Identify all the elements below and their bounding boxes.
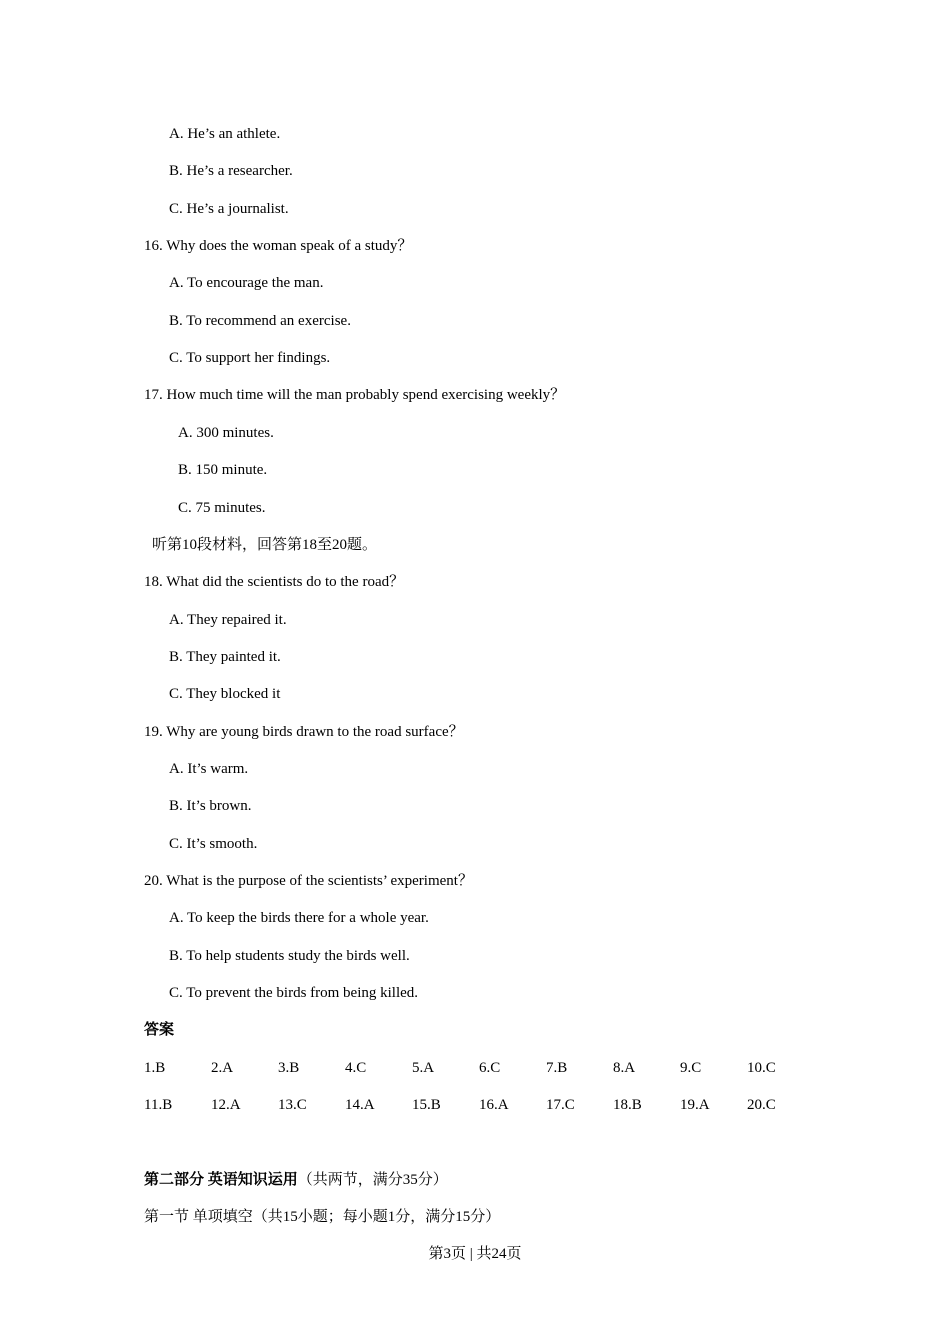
question-line: 16. Why does the woman speak of a study？ [144, 238, 413, 254]
answer-cell: 3.B [278, 1060, 300, 1076]
answer-cell: 17.C [546, 1097, 575, 1113]
option-line: A. It’s warm. [169, 761, 249, 777]
option-line: C. They blocked it [169, 686, 281, 702]
answer-cell: 13.C [278, 1097, 307, 1113]
answer-cell: 2.A [211, 1060, 234, 1076]
option-line: B. 150 minute. [178, 462, 268, 478]
option-line: C. To prevent the birds from being killed. [169, 985, 419, 1001]
answers-heading: 答案 [144, 1022, 175, 1038]
answer-cell: 14.A [345, 1097, 375, 1113]
answer-cell: 12.A [211, 1097, 241, 1113]
option-line: B. They painted it. [169, 649, 281, 665]
answer-cell: 18.B [613, 1097, 642, 1113]
answer-cell: 5.A [412, 1060, 435, 1076]
option-line: C. 75 minutes. [178, 500, 266, 516]
answer-cell: 1.B [144, 1060, 166, 1076]
answer-cell: 9.C [680, 1060, 702, 1076]
option-line: B. To help students study the birds well. [169, 948, 410, 964]
answer-cell: 7.B [546, 1060, 568, 1076]
answer-cell: 20.C [747, 1097, 776, 1113]
answer-cell: 16.A [479, 1097, 509, 1113]
answer-cell: 15.B [412, 1097, 441, 1113]
option-line: A. 300 minutes. [178, 425, 274, 441]
section1-title: 第一节 单项填空（共15小题；每小题1分，满分15分） [144, 1209, 501, 1225]
answer-cell: 10.C [747, 1060, 776, 1076]
option-line: B. To recommend an exercise. [169, 313, 351, 329]
option-line: A. To encourage the man. [169, 275, 324, 291]
question-line: 19. Why are young birds drawn to the road surface？ [144, 724, 464, 740]
question-line: 20. What is the purpose of the scientists’ experiment？ [144, 873, 473, 889]
part2-title-rest: （共两节，满分35分） [297, 1172, 448, 1188]
option-line: B. It’s brown. [169, 798, 252, 814]
part2-title [144, 1171, 448, 1189]
option-line: C. To support her findings. [169, 350, 331, 366]
question-line: 18. What did the scientists do to the road？ [144, 574, 405, 590]
option-line: A. They repaired it. [169, 612, 287, 628]
answer-cell: 11.B [144, 1097, 173, 1113]
option-line: A. To keep the birds there for a whole year. [169, 910, 429, 926]
part2-title-bold: 第二部分 英语知识运用 [144, 1172, 298, 1188]
option-line: C. It’s smooth. [169, 836, 258, 852]
option-line: B. He’s a researcher. [169, 163, 293, 179]
page-footer: 第3页 | 共24页 [428, 1246, 522, 1262]
option-line: A. He’s an athlete. [169, 126, 281, 142]
answer-cell: 19.A [680, 1097, 710, 1113]
instruction-line: 听第10段材料，回答第18至20题。 [152, 537, 378, 553]
option-line: C. He’s a journalist. [169, 201, 289, 217]
answer-cell: 4.C [345, 1060, 367, 1076]
answer-cell: 6.C [479, 1060, 501, 1076]
answer-cell: 8.A [613, 1060, 636, 1076]
question-line: 17. How much time will the man probably spend exercising weekly？ [144, 387, 566, 403]
